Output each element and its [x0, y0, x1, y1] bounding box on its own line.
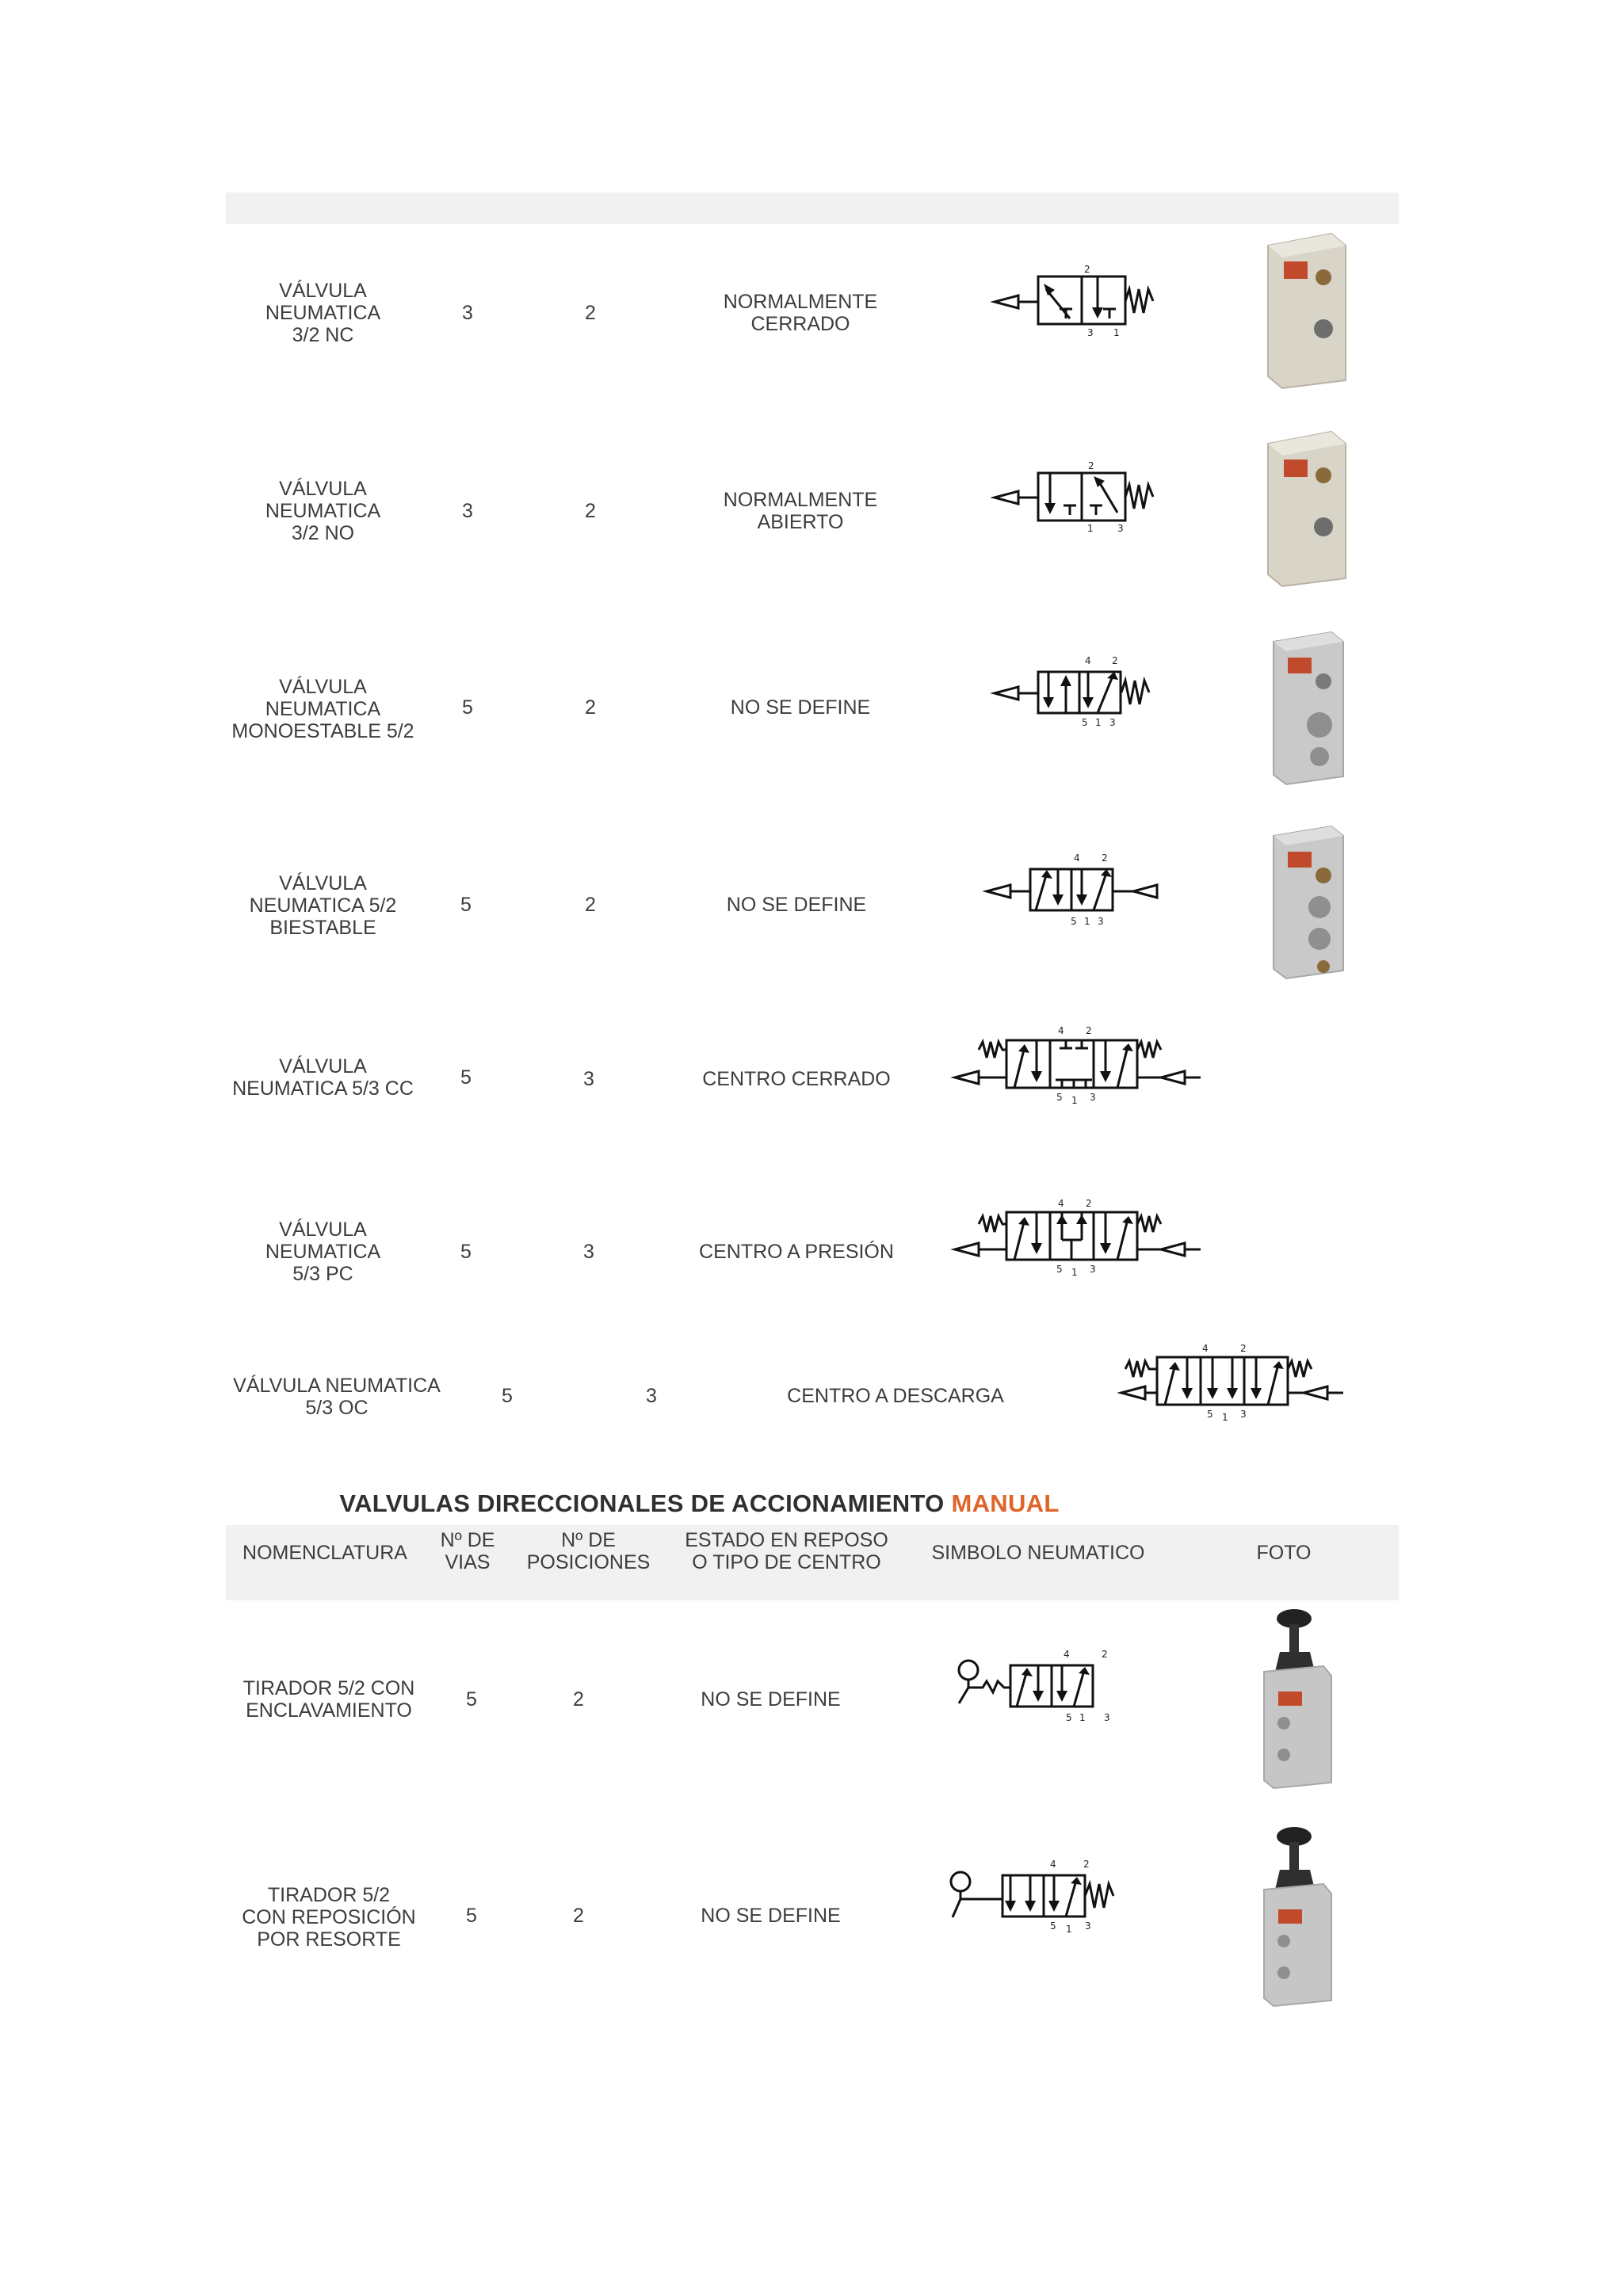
valve-symbol-icon [979, 844, 1177, 931]
row-4-estado: NO SE DEFINE [726, 894, 867, 916]
valve-photo [1248, 1822, 1343, 2012]
row-5-estado: CENTRO CERRADO [702, 1068, 891, 1090]
svg-text:3: 3 [1098, 916, 1104, 927]
svg-text:4: 4 [1050, 1859, 1056, 1870]
svg-text:5: 5 [1056, 1092, 1063, 1103]
row-4-nombre: VÁLVULA NEUMATICA 5/2 BIESTABLE [249, 872, 397, 939]
row-2-posiciones: 2 [585, 500, 596, 522]
row-5-posiciones: 3 [583, 1068, 594, 1090]
row-7-vias: 5 [502, 1385, 513, 1407]
valve-symbol-icon [987, 650, 1177, 729]
row-5-nombre: VÁLVULA NEUMATICA 5/3 CC [232, 1055, 414, 1100]
svg-text:5: 5 [1056, 1264, 1063, 1275]
section-heading [226, 1489, 1173, 1518]
valve-symbol-icon [1102, 1337, 1355, 1425]
svg-text:3: 3 [1087, 327, 1094, 338]
row-4-vias: 5 [460, 894, 472, 916]
svg-text:2: 2 [1083, 1859, 1090, 1870]
row-2-estado: NORMALMENTE ABIERTO [723, 489, 878, 533]
row-3-nombre: VÁLVULA NEUMATICA MONOESTABLE 5/2 [231, 676, 414, 742]
valve-symbol-icon [947, 1640, 1129, 1727]
svg-text:3: 3 [1090, 1264, 1096, 1275]
top-header-band [226, 193, 1399, 224]
svg-text:2: 2 [1086, 1198, 1092, 1209]
row-2-vias: 3 [462, 500, 473, 522]
svg-text:3: 3 [1085, 1920, 1091, 1932]
valve-symbol-icon [987, 456, 1177, 535]
svg-text:4: 4 [1202, 1343, 1209, 1354]
row-1-posiciones: 2 [585, 302, 596, 324]
manual-row-1-posiciones: 2 [573, 1688, 584, 1711]
row-6-vias: 5 [460, 1241, 472, 1263]
svg-text:3: 3 [1090, 1092, 1096, 1103]
valve-symbol-icon [987, 261, 1177, 341]
svg-text:1: 1 [1113, 327, 1120, 338]
svg-text:3: 3 [1117, 523, 1124, 534]
svg-text:2: 2 [1084, 264, 1090, 275]
svg-text:1: 1 [1084, 916, 1090, 927]
svg-text:4: 4 [1085, 655, 1091, 666]
header-simbolo: SIMBOLO NEUMATICO [931, 1542, 1145, 1564]
svg-text:5: 5 [1207, 1409, 1213, 1420]
row-3-estado: NO SE DEFINE [730, 696, 871, 719]
svg-text:1: 1 [1079, 1712, 1086, 1723]
svg-text:3: 3 [1109, 717, 1116, 728]
manual-row-2-estado: NO SE DEFINE [701, 1905, 841, 1927]
svg-text:2: 2 [1102, 1649, 1108, 1660]
svg-text:5: 5 [1082, 717, 1088, 728]
row-7-posiciones: 3 [646, 1385, 657, 1407]
svg-text:4: 4 [1058, 1025, 1064, 1036]
header-foto: FOTO [1256, 1542, 1312, 1564]
valve-symbol-icon [951, 1018, 1205, 1105]
header-posiciones: Nº DE POSICIONES [526, 1529, 651, 1573]
svg-text:2: 2 [1102, 852, 1108, 864]
valve-photo [1260, 226, 1351, 392]
manual-row-2-posiciones: 2 [573, 1905, 584, 1927]
svg-text:1: 1 [1095, 717, 1102, 728]
row-6-nombre: VÁLVULA NEUMATICA 5/3 PC [265, 1219, 381, 1285]
header-estado: ESTADO EN REPOSO O TIPO DE CENTRO [685, 1529, 888, 1573]
svg-text:4: 4 [1064, 1649, 1070, 1660]
svg-text:1: 1 [1071, 1267, 1078, 1278]
valve-photo [1248, 1604, 1343, 1794]
row-4-posiciones: 2 [585, 894, 596, 916]
section-heading-accent: MANUAL [951, 1489, 1060, 1517]
row-5-vias: 5 [460, 1066, 472, 1089]
valve-symbol-icon [951, 1192, 1205, 1280]
svg-text:4: 4 [1058, 1198, 1064, 1209]
manual-row-2-vias: 5 [466, 1905, 477, 1927]
svg-text:1: 1 [1222, 1412, 1228, 1423]
row-7-estado: CENTRO A DESCARGA [787, 1385, 1004, 1407]
section-heading-text: VALVULAS DIRECCIONALES DE ACCIONAMIENTO [339, 1489, 952, 1517]
row-3-vias: 5 [462, 696, 473, 719]
svg-text:5: 5 [1071, 916, 1077, 927]
row-1-vias: 3 [462, 302, 473, 324]
svg-text:3: 3 [1104, 1712, 1110, 1723]
valve-photo [1264, 820, 1351, 982]
row-1-estado: NORMALMENTE CERRADO [723, 291, 878, 335]
svg-text:2: 2 [1088, 460, 1094, 471]
svg-text:1: 1 [1071, 1095, 1078, 1106]
manual-row-1-vias: 5 [466, 1688, 477, 1711]
svg-text:2: 2 [1240, 1343, 1247, 1354]
svg-text:5: 5 [1050, 1920, 1056, 1932]
svg-text:1: 1 [1087, 523, 1094, 534]
svg-text:2: 2 [1086, 1025, 1092, 1036]
row-7-nombre: VÁLVULA NEUMATICA 5/3 OC [233, 1375, 441, 1419]
valve-symbol-icon [939, 1850, 1137, 1937]
manual-row-1-nombre: TIRADOR 5/2 CON ENCLAVAMIENTO [242, 1677, 415, 1722]
svg-text:2: 2 [1112, 655, 1118, 666]
row-3-posiciones: 2 [585, 696, 596, 719]
svg-text:1: 1 [1066, 1924, 1072, 1935]
header-vias: Nº DE VIAS [440, 1529, 495, 1573]
row-2-nombre: VÁLVULA NEUMATICA 3/2 NO [265, 478, 381, 544]
manual-row-1-estado: NO SE DEFINE [701, 1688, 841, 1711]
row-1-nombre: VÁLVULA NEUMATICA 3/2 NC [265, 280, 381, 346]
row-6-estado: CENTRO A PRESIÓN [699, 1241, 894, 1263]
svg-text:3: 3 [1240, 1409, 1247, 1420]
valve-photo [1260, 424, 1351, 590]
svg-text:5: 5 [1066, 1712, 1072, 1723]
header-nomenclatura: NOMENCLATURA [242, 1542, 407, 1564]
valve-photo [1264, 626, 1351, 788]
row-6-posiciones: 3 [583, 1241, 594, 1263]
svg-text:4: 4 [1074, 852, 1080, 864]
manual-row-2-nombre: TIRADOR 5/2 CON REPOSICIÓN POR RESORTE [242, 1884, 416, 1951]
